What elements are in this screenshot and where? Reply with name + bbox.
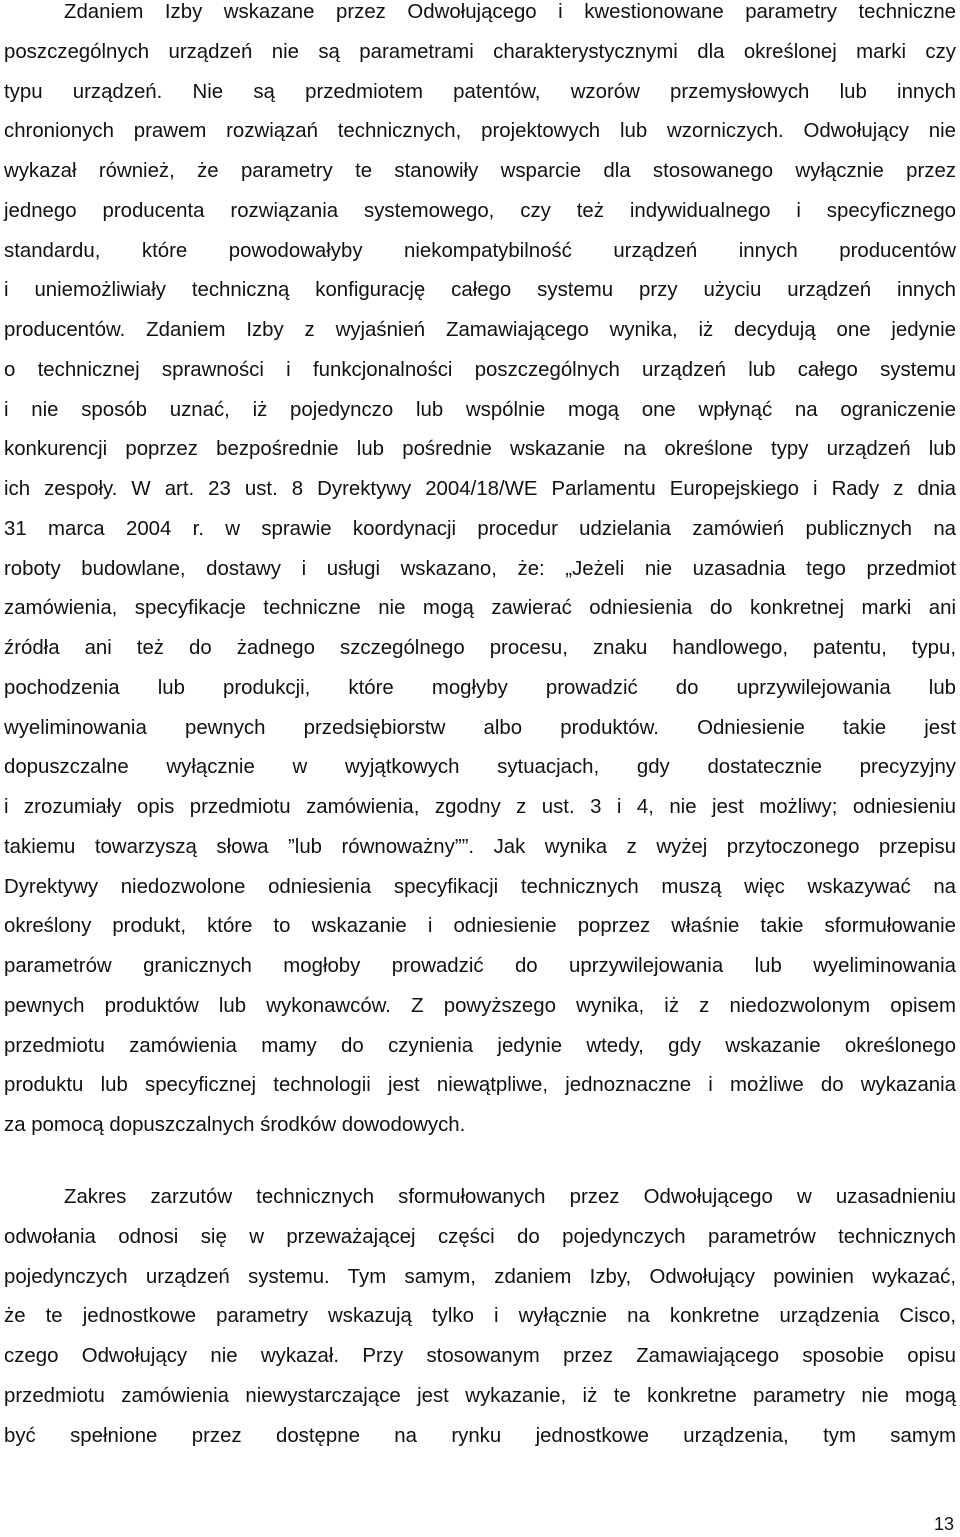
text-line: typu urządzeń. Nie są przedmiotem patentów, wzorów przemysłowych lub innych — [4, 80, 956, 103]
text-line: dopuszczalne wyłącznie w wyjątkowych sytuacjach, gdy dostatecznie precyzyjny — [4, 756, 956, 779]
text-line: Dyrektywy niedozwolone odniesienia specyfikacji technicznych muszą więc wskazywać na — [4, 875, 956, 898]
text-line: produktu lub specyficznej technologii jest niewątpliwe, jednoznaczne i możliwe do wykazania — [4, 1074, 956, 1097]
paragraph-2 — [4, 1178, 956, 1456]
text-line: Zakres zarzutów technicznych sformułowanych przez Odwołującego w uzasadnieniu — [64, 1186, 956, 1208]
text-line: wykazał również, że parametry te stanowiły wsparcie dla stosowanego wyłącznie przez — [4, 160, 956, 182]
text-line: standardu, które powodowałyby niekompatybilność urządzeń innych producentów — [4, 239, 956, 262]
text-line: za pomocą dopuszczalnych środków dowodowych. — [4, 1114, 466, 1136]
text-line: i nie sposób uznać, iż pojedynczo lub wspólnie mogą one wpłynąć na ograniczenie — [4, 398, 956, 421]
text-line: zamówienia, specyfikacje techniczne nie mogą zawierać odniesienia do konkretnej marki ani — [4, 597, 956, 620]
text-line: czego Odwołujący nie wykazał. Przy stosowanym przez Zamawiającego sposobie opisu — [4, 1345, 956, 1367]
text-line: 31 marca 2004 r. w sprawie koordynacji procedur udzielania zamówień publicznych na — [4, 517, 956, 540]
text-line: że te jednostkowe parametry wskazują tylko i wyłącznie na konkretne urządzenia Cisco, — [4, 1305, 956, 1328]
text-line: jednego producenta rozwiązania systemowego, czy też indywidualnego i specyficznego — [4, 199, 956, 222]
text-line: być spełnione przez dostępne na rynku jednostkowe urządzenia, tym samym — [4, 1424, 956, 1447]
text-line: konkurencji poprzez bezpośrednie lub pośrednie wskazanie na określone typy urządzeń lub — [4, 438, 956, 461]
text-line: poszczególnych urządzeń nie są parametrami charakterystycznymi dla określonej marki czy — [4, 40, 956, 63]
text-line: odwołania odnosi się w przeważającej części do pojedynczych parametrów technicznych — [4, 1225, 956, 1248]
text-line: roboty budowlane, dostawy i usługi wskazano, że: „Jeżeli nie uzasadnia tego przedmiot — [4, 557, 956, 580]
text-line: pojedynczych urządzeń systemu. Tym samym, zdaniem Izby, Odwołujący powinien wykazać, — [4, 1265, 956, 1288]
text-line: parametrów granicznych mogłoby prowadzić do uprzywilejowania lub wyeliminowania — [4, 955, 956, 977]
text-line: ich zespoły. W art. 23 ust. 8 Dyrektywy 2004/18/WE Parlamentu Europejskiego i Rady z dnia — [4, 478, 956, 500]
text-line: określony produkt, które to wskazanie i odniesienie poprzez właśnie takie sformułowanie — [4, 915, 956, 938]
text-line: i uniemożliwiały techniczną konfigurację całego systemu przy użyciu urządzeń innych — [4, 279, 956, 302]
text-line: i zrozumiały opis przedmiotu zamówienia, zgodny z ust. 3 i 4, nie jest możliwy; odniesieniu — [4, 796, 956, 818]
text-line: pochodzenia lub produkcji, które mogłyby prowadzić do uprzywilejowania lub — [4, 676, 956, 699]
text-line: przedmiotu zamówienia niewystarczające jest wykazanie, iż te konkretne parametry nie mogą — [4, 1384, 956, 1407]
paragraph-1 — [4, 0, 956, 1146]
text-line: producentów. Zdaniem Izby z wyjaśnień Zamawiającego wynika, iż decydują one jedynie — [4, 319, 956, 341]
page-number: 13 — [933, 1514, 954, 1534]
text-line: chronionych prawem rozwiązań technicznych, projektowych lub wzorniczych. Odwołujący nie — [4, 120, 956, 143]
text-line: źródła ani też do żadnego szczególnego procesu, znaku handlowego, patentu, typu, — [4, 637, 956, 659]
text-line: pewnych produktów lub wykonawców. Z powyższego wynika, iż z niedozwolonym opisem — [4, 994, 956, 1017]
text-line: Zdaniem Izby wskazane przez Odwołującego i kwestionowane parametry techniczne — [64, 1, 956, 23]
text-line: przedmiotu zamówienia mamy do czynienia jedynie wtedy, gdy wskazanie określonego — [4, 1034, 956, 1057]
text-line: takiemu towarzyszą słowa ”lub równoważny””. Jak wynika z wyżej przytoczonego przepisu — [4, 835, 956, 858]
text-line: wyeliminowania pewnych przedsiębiorstw albo produktów. Odniesienie takie jest — [4, 716, 956, 739]
text-line: o technicznej sprawności i funkcjonalności poszczególnych urządzeń lub całego systemu — [4, 358, 956, 381]
